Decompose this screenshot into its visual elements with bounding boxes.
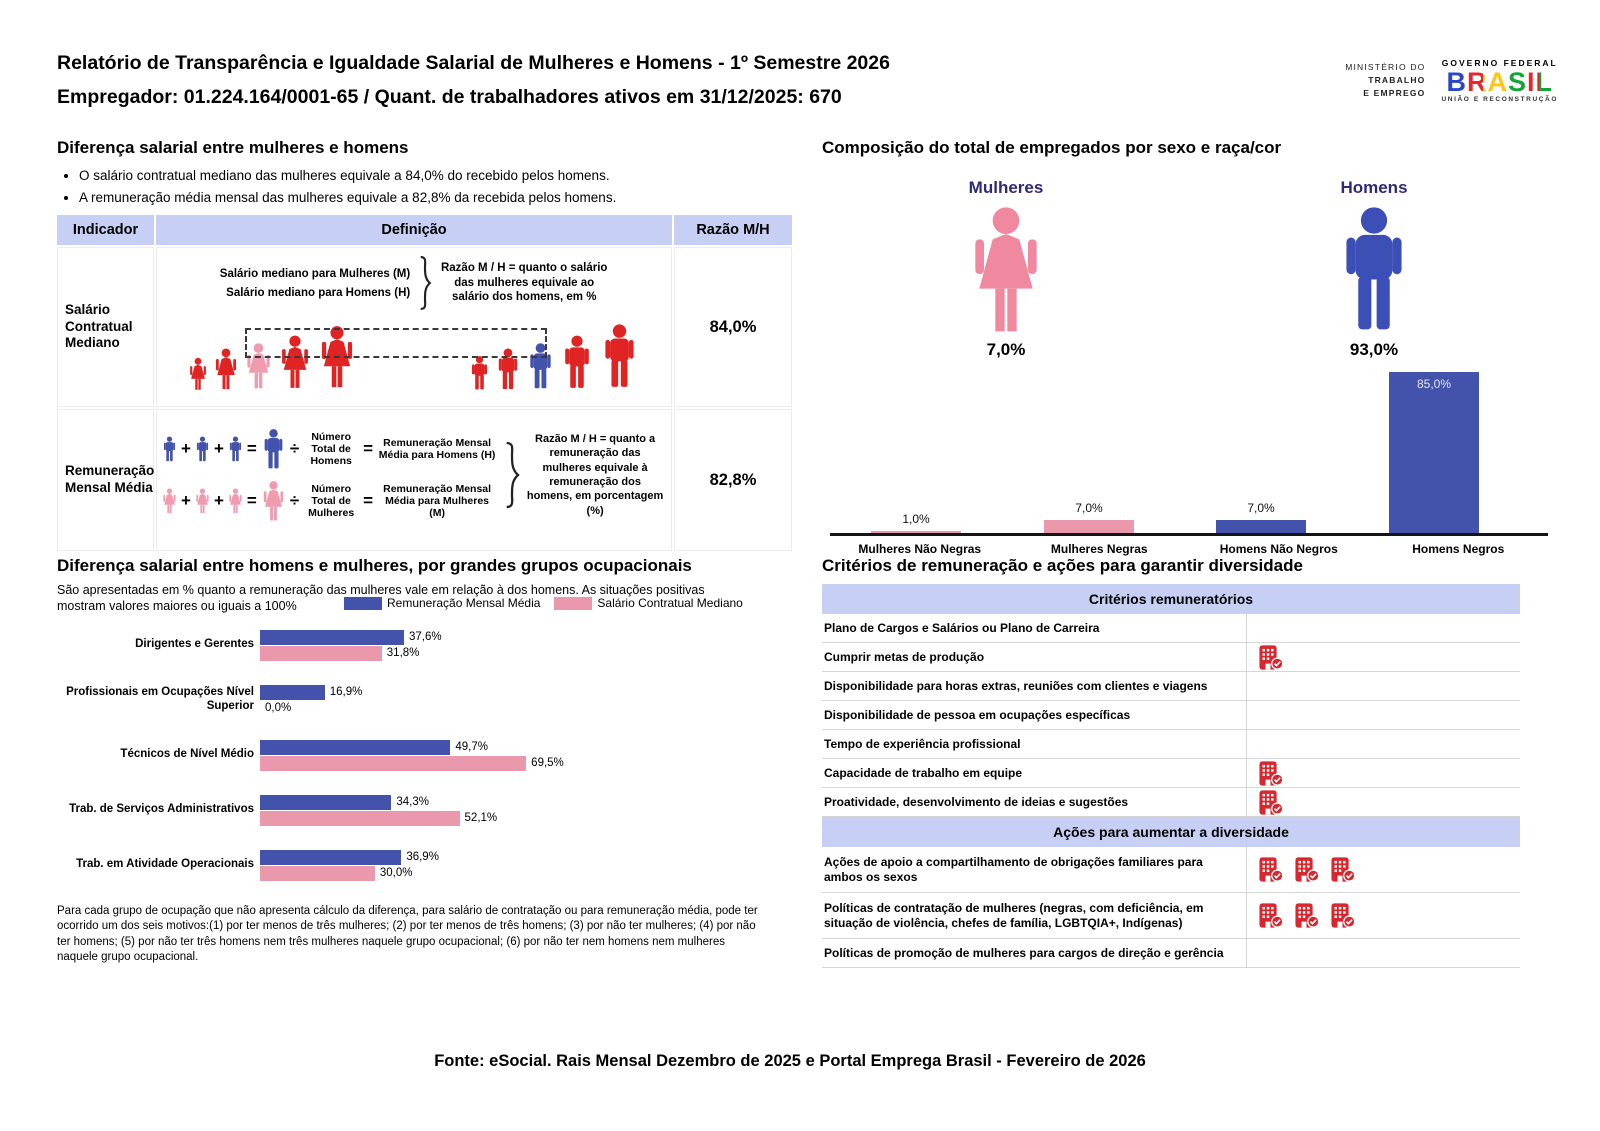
bar-value-label: 36,9%: [406, 851, 439, 863]
criteria-label: Políticas de contratação de mulheres (negras, com deficiência, em situação de violência, chefes de família, LGBTQIA+, Indígenas): [824, 901, 1204, 930]
criteria-check-cell: [1246, 893, 1520, 938]
women-percent: 7,0%: [986, 340, 1026, 359]
category-label: Mulheres Negras: [1050, 542, 1148, 556]
group-label: Trab. de Serviços Administrativos: [69, 803, 254, 816]
bar-mulheres-negras: [1044, 500, 1134, 533]
bar-remuneracao: [260, 630, 404, 645]
bar-salario: [260, 811, 460, 826]
legend-salario: [554, 596, 742, 610]
salary-gap-bullets: [79, 168, 794, 205]
indicator-table-header: [57, 215, 794, 245]
legend: [344, 596, 743, 610]
men-average-formula: [161, 428, 498, 470]
bar-remuneracao: [260, 795, 391, 810]
composition-bar-chart: [830, 370, 1548, 536]
legend-swatch-pink: [554, 597, 592, 610]
female-figure-icon: [227, 488, 244, 514]
male-figure-icon: [194, 436, 211, 462]
table-row-salario-mediano: [57, 247, 794, 407]
plus-op: +: [213, 491, 224, 510]
criteria-label: Disponibilidade de pessoa em ocupações específicas: [824, 708, 1131, 722]
criteria-row: [822, 759, 1520, 788]
women-average-formula: [161, 480, 498, 522]
male-figure-icon: [227, 436, 244, 462]
bar-value-label: 85,0%: [1416, 376, 1452, 391]
equals-op: =: [363, 439, 374, 458]
building-check-icon: [1257, 761, 1284, 786]
bar-value-label: 37,6%: [409, 631, 442, 643]
criteria-check-cell: [1246, 847, 1520, 892]
criteria-title: Critérios de remuneração e ações para garantir diversidade: [822, 556, 1303, 575]
band-criterios-remuneratorios: Critérios remuneratórios: [822, 584, 1520, 614]
criteria-row: [822, 701, 1520, 730]
median-people-diagram: [157, 312, 671, 392]
bar-remuneracao: [260, 740, 450, 755]
criteria-check-cell: [1246, 730, 1520, 758]
bullet-mean-salary: • A remuneração média mensal das mulheres equivale a 82,8% da recebida pelos homens.: [79, 190, 794, 205]
bar-homens-nao-negros: [1216, 500, 1306, 533]
governo-federal-logo: [1441, 58, 1558, 103]
divide-op: ÷: [289, 491, 300, 510]
female-figure-icon: [161, 488, 178, 514]
definition-cell: [156, 409, 672, 551]
criteria-label: Plano de Cargos e Salários ou Plano de Carreira: [824, 621, 1100, 635]
bar-remuneracao: [260, 850, 401, 865]
female-icon: [963, 206, 1049, 334]
legend-remuneracao: [344, 596, 540, 610]
brasil-brand: BRASIL: [1441, 68, 1558, 96]
bar-remuneracao: [260, 685, 325, 700]
bar-value-label: 30,0%: [379, 867, 413, 879]
male-figure-icon: [161, 436, 178, 462]
criteria-label: Políticas de promoção de mulheres para cargos de direção e gerência: [824, 946, 1224, 960]
men-result-label: Remuneração Mensal Média para Homens (H): [378, 436, 496, 461]
bar-value-label: 52,1%: [464, 812, 498, 824]
composition-title: Composição do total de empregados por sexo e raça/cor: [822, 138, 1282, 157]
bar-salario: [260, 756, 526, 771]
report-header: [57, 52, 1217, 109]
occupational-footnote: Para cada grupo de ocupação que não apresenta cálculo da diferença, para salário de contratação ou para remuneração média, pode ter ocorrido um dos seis motivos:(1) por ter menos de três mulheres; (2) por ter menos de três homens; (3) por não ter mulheres; (4) por não ter homens; (5) por não ter três homens nem três mulheres naquele grupo ocupacional; (6) por não ter nem homens nem mulheres naquele grupo ocupacional.: [57, 904, 758, 964]
table-row-remuneracao-media: [57, 409, 794, 551]
men-divisor-label: Número Total de Homens: [310, 430, 352, 468]
building-check-icon: [1293, 857, 1320, 882]
occupational-title: Diferença salarial entre homens e mulheres, por grandes grupos ocupacionais: [57, 556, 692, 575]
bar-value-label: 16,9%: [329, 686, 363, 698]
category-label: Homens Não Negros: [1219, 542, 1338, 556]
bullet-median-salary: • O salário contratual mediano das mulheres equivale a 84,0% do recebido pelos homens.: [79, 168, 794, 183]
definition-cell: [156, 247, 672, 407]
criteria-row: [822, 939, 1520, 968]
brace-icon: [418, 256, 432, 310]
male-figure-icon-large: [260, 428, 287, 470]
criteria-row: [822, 672, 1520, 701]
category-label: Mulheres Não Negras: [858, 542, 982, 556]
col-indicador: Indicador: [57, 215, 154, 245]
women-label: Mulheres: [968, 178, 1044, 197]
group-label: Profissionais em Ocupações Nível Superior: [66, 686, 254, 712]
female-figure-icon: [194, 488, 211, 514]
section-occupational-gap: [57, 556, 797, 966]
male-figure-icon: [598, 320, 641, 392]
criteria-check-cell: [1246, 701, 1520, 729]
bar-homens-negros: [1389, 372, 1479, 534]
median-women-label: Salário mediano para Mulheres (M): [219, 267, 411, 280]
brace-icon: [504, 416, 520, 534]
criteria-label: Capacidade de trabalho em equipe: [824, 766, 1023, 780]
ratio-definition-note: Razão M / H = quanto a remuneração das mulheres equivale à remuneração dos homens, em porcentagem (%): [526, 433, 664, 517]
criteria-label: Ações de apoio a compartilhamento de obrigações familiares para ambos os sexos: [824, 855, 1203, 884]
median-dashed-box: [245, 328, 547, 358]
women-result-label: Remuneração Mensal Média para Mulheres (M): [383, 482, 492, 520]
employer-line: Empregador: 01.224.164/0001-65 / Quant. de trabalhadores ativos em 31/12/2025: 670: [57, 86, 842, 108]
ministry-line2: TRABALHO: [1368, 75, 1426, 86]
criteria-check-cell: [1246, 614, 1520, 642]
building-check-icon: [1329, 857, 1356, 882]
bar-salario: [260, 646, 382, 661]
legend-label: Remuneração Mensal Média: [387, 596, 541, 610]
ratio-value: 84,0%: [674, 247, 792, 407]
ministry-line1: MINISTÉRIO DO: [1345, 61, 1426, 72]
bar-salario: [260, 866, 375, 881]
criteria-check-cell: [1246, 643, 1520, 671]
ministry-line3: E EMPREGO: [1363, 88, 1426, 99]
bar-value-label: 0,0%: [265, 702, 292, 714]
ratio-value: 82,8%: [674, 409, 792, 551]
ratio-definition-note: Razão M / H = quanto o salário das mulheres equivale ao salário dos homens, em %: [440, 261, 608, 304]
composition-category-labels: [830, 542, 1548, 556]
male-icon: [1331, 206, 1417, 332]
salary-gap-title: Diferença salarial entre mulheres e homens: [57, 138, 409, 157]
section-salary-gap: [57, 138, 794, 551]
bar-value-label: 7,0%: [1247, 500, 1275, 515]
section-criteria: [822, 556, 1522, 968]
section-composition: [822, 138, 1558, 578]
building-check-icon: [1257, 645, 1284, 670]
bar-value-label: 49,7%: [455, 741, 488, 753]
building-check-icon: [1293, 903, 1320, 928]
group-label: Técnicos de Nível Médio: [120, 748, 254, 761]
criteria-row: [822, 893, 1520, 939]
occ-group-profissionais: [57, 684, 797, 717]
gov-top-label: GOVERNO FEDERAL: [1441, 58, 1558, 68]
bar-value-label: 1,0%: [902, 512, 930, 527]
men-label: Homens: [1340, 178, 1408, 197]
men-total: [1190, 178, 1558, 360]
occ-group-servicos-administrativos: [57, 794, 797, 827]
criteria-label: Tempo de experiência profissional: [824, 737, 1021, 751]
criteria-row: [822, 614, 1520, 643]
plus-op: +: [213, 439, 224, 458]
female-figure-icon-large: [260, 480, 287, 522]
bar-value-label: 31,8%: [386, 647, 420, 659]
col-razao: Razão M/H: [674, 215, 792, 245]
report-title: Relatório de Transparência e Igualdade Salarial de Mulheres e Homens - 1º Semestre 2026: [57, 52, 890, 74]
male-figure-icon: [468, 354, 491, 392]
occupational-bar-chart: [57, 629, 797, 882]
criteria-table: [822, 584, 1520, 968]
men-percent: 93,0%: [1349, 340, 1399, 359]
equals-op: =: [246, 491, 257, 510]
legend-swatch-blue: [344, 597, 382, 610]
occ-group-dirigentes: [57, 629, 797, 662]
building-check-icon: [1257, 903, 1284, 928]
bar-value-label: 34,3%: [396, 796, 429, 808]
logos: [1345, 58, 1558, 103]
criteria-check-cell: [1246, 672, 1520, 700]
criteria-check-cell: [1246, 788, 1520, 816]
indicator-name: Salário Contratual Mediano: [57, 247, 154, 407]
female-figure-icon: [212, 346, 240, 392]
criteria-row: [822, 643, 1520, 672]
building-check-icon: [1329, 903, 1356, 928]
category-label: Homens Negros: [1412, 542, 1505, 556]
building-check-icon: [1257, 857, 1284, 882]
gov-bottom-label: UNIÃO E RECONSTRUÇÃO: [1441, 96, 1558, 104]
male-figure-icon: [559, 332, 595, 392]
equals-op: =: [363, 491, 374, 510]
criteria-row: [822, 730, 1520, 759]
criteria-label: Disponibilidade para horas extras, reuniões com clientes e viagens: [824, 679, 1208, 693]
group-label: Trab. em Atividade Operacionais: [76, 858, 254, 871]
band-acoes-diversidade: Ações para aumentar a diversidade: [822, 817, 1520, 847]
building-check-icon: [1257, 790, 1284, 815]
criteria-row: [822, 847, 1520, 893]
indicator-table: [57, 215, 794, 551]
legend-label: Salário Contratual Mediano: [597, 596, 743, 610]
plus-op: +: [181, 439, 191, 458]
source-footer: Fonte: eSocial. Rais Mensal Dezembro de 2025 e Portal Emprega Brasil - Fevereiro de 2026: [434, 1052, 1146, 1070]
criteria-label: Cumprir metas de produção: [824, 650, 985, 664]
women-total: [822, 178, 1190, 360]
composition-figures: [822, 178, 1558, 360]
equals-op: =: [246, 439, 257, 458]
occupational-subtitle: São apresentadas em % quanto a remuneração das mulheres vale em relação à dos homens. As situações positivas mostram valores maiores ou iguais a 100%: [57, 583, 705, 614]
criteria-label: Proatividade, desenvolvimento de ideias e sugestões: [824, 795, 1129, 809]
median-men-label: Salário mediano para Homens (H): [226, 286, 411, 299]
bar-value-label: 7,0%: [1075, 500, 1103, 515]
col-definicao: Definição: [156, 215, 672, 245]
occ-group-atividade-operacionais: [57, 849, 797, 882]
female-figure-icon: [187, 356, 209, 392]
criteria-row: [822, 788, 1520, 817]
bar-mulheres-nao-negras: [871, 512, 961, 533]
group-label: Dirigentes e Gerentes: [135, 638, 254, 651]
women-divisor-label: Número Total de Mulheres: [308, 482, 355, 520]
plus-op: +: [181, 491, 191, 510]
occ-group-tecnicos: [57, 739, 797, 772]
divide-op: ÷: [289, 439, 300, 458]
criteria-check-cell: [1246, 939, 1520, 967]
ministry-logo: [1345, 61, 1425, 101]
criteria-check-cell: [1246, 759, 1520, 787]
bar-value-label: 69,5%: [531, 757, 564, 769]
indicator-name: Remuneração Mensal Média: [57, 409, 154, 551]
